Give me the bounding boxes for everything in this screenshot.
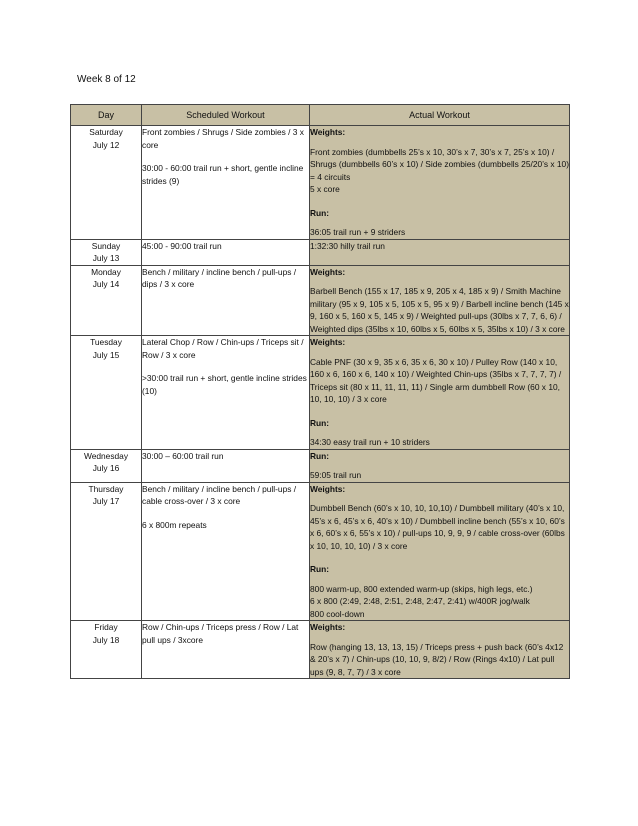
day-date: July 16 — [92, 463, 120, 473]
table-row — [71, 265, 570, 336]
table-row — [71, 126, 570, 240]
scheduled-text: Row / Chin-ups / Triceps press / Row / Lat pull ups / 3xcore — [142, 622, 299, 645]
scheduled-text: Bench / military / incline bench / pull-ups / dips / 3 x core — [142, 266, 297, 289]
scheduled-text: 30:00 - 60:00 trail run + short, gentle incline strides (9) — [142, 163, 304, 186]
scheduled-text: >30:00 trail run + short, gentle incline strides (10) — [142, 373, 307, 396]
day-name: Friday — [94, 622, 118, 632]
actual-cell — [310, 265, 570, 336]
actual-text: Dumbbell Bench (60’s x 10, 10, 10,10) / Dumbbell military (40’s x 10, 45’s x 6, 45’s x 6, 40’s x 10) / Dumbbell incline bench (55’s x 10, 60’s x 6, 60’s x 6, 55’s x 10) / pull-ups 10, 9, 9, 9 / cable cross-over (60lbs x 10, 10, 10, 10) / 3 x core — [310, 503, 565, 551]
scheduled-cell — [142, 239, 310, 265]
scheduled-cell — [142, 265, 310, 336]
day-name: Thursday — [88, 483, 124, 494]
day-date: July 13 — [92, 253, 120, 263]
actual-text: 5 x core — [310, 184, 340, 194]
actual-text: 59:05 trail run — [310, 470, 362, 480]
scheduled-cell — [142, 482, 310, 621]
scheduled-cell — [142, 621, 310, 679]
day-cell — [71, 621, 142, 679]
day-name: Monday — [91, 266, 121, 277]
scheduled-text: 30:00 – 60:00 trail run — [142, 450, 224, 461]
day-date: July 18 — [92, 634, 120, 645]
actual-text: Row (hanging 13, 13, 13, 15) / Triceps press + push back (60’s 4x12 & 20’s x 7) / Chin-ups (10, 10, 9, 8/2) / Row (Rings 4x10) / Lat pull ups (9, 8, 7, 7) / 3 x core — [310, 641, 564, 677]
scheduled-text: Front zombies / Shrugs / Side zombies / 3 x core — [142, 127, 304, 150]
actual-text: 36:05 trail run + 9 striders — [310, 227, 406, 237]
actual-text: 34:30 easy trail run + 10 striders — [310, 437, 430, 447]
day-name: Wednesday — [83, 450, 129, 461]
scheduled-text: Lateral Chop / Row / Chin-ups / Triceps sit / Row / 3 x core — [142, 337, 304, 360]
day-cell — [71, 482, 142, 621]
actual-cell — [310, 126, 570, 240]
day-cell — [71, 126, 142, 240]
header-row — [71, 105, 570, 126]
weights-label: Weights: — [310, 483, 346, 494]
weights-label: Weights: — [310, 266, 346, 277]
weights-label: Weights: — [310, 127, 346, 137]
week-title: Week 8 of 12 — [77, 74, 136, 85]
actual-cell — [310, 621, 570, 679]
run-label: Run: — [310, 564, 330, 574]
scheduled-text: 45:00 - 90:00 trail run — [142, 240, 222, 251]
actual-text: 6 x 800 (2:49, 2:48, 2:51, 2:48, 2:47, 2:41) w/400R jog/walk — [310, 596, 530, 606]
day-cell — [71, 239, 142, 265]
day-date: July 15 — [92, 349, 120, 360]
day-name: Saturday — [89, 127, 123, 137]
table-row — [71, 482, 570, 621]
day-date: July 12 — [92, 139, 120, 150]
scheduled-text: 6 x 800m repeats — [142, 519, 207, 530]
day-name: Tuesday — [90, 337, 122, 347]
day-name: Sunday — [91, 240, 121, 251]
actual-cell — [310, 239, 570, 265]
day-date: July 17 — [92, 496, 120, 506]
scheduled-cell — [142, 449, 310, 482]
actual-text: 800 warm-up, 800 extended warm-up (skips, high legs, etc.) — [310, 583, 533, 594]
scheduled-cell — [142, 336, 310, 450]
run-label: Run: — [310, 207, 330, 218]
actual-text: Front zombies (dumbbells 25’s x 10, 30’s x 7, 30’s x 7, 25’s x 10) / Shrugs (dumbbells 60’s x 10) / Side zombies (dumbbells 25/20’s x 10) = 4 circuits — [310, 146, 569, 182]
header-actual: Actual Workout — [310, 105, 570, 126]
actual-text: 800 cool-down — [310, 608, 365, 619]
weights-label: Weights: — [310, 622, 346, 632]
actual-text: 1:32:30 hilly trail run — [310, 240, 385, 251]
table-row — [71, 336, 570, 450]
day-cell — [71, 449, 142, 482]
actual-text: Barbell Bench (155 x 17, 185 x 9, 205 x 4, 185 x 9) / Smith Machine military (95 x 9, 105 x 5, 105 x 5, 95 x 9) / Barbell incline bench (145 x 9, 160 x 5, 160 x 5, 145 x 9) / Weighted pull-ups (30lbs x 7, 7, 6, 6) / Weighted dips (35lbs x 10, 60lbs x 5, 60lbs x 5, 35lbs x 10) / 3 x core — [310, 286, 569, 334]
table-row — [71, 449, 570, 482]
actual-cell — [310, 449, 570, 482]
actual-cell — [310, 336, 570, 450]
run-label: Run: — [310, 417, 330, 428]
scheduled-cell — [142, 126, 310, 240]
day-date: July 14 — [92, 279, 120, 289]
day-cell — [71, 265, 142, 336]
actual-text: Cable PNF (30 x 9, 35 x 6, 35 x 6, 30 x 10) / Pulley Row (140 x 10, 160 x 6, 160 x 6, 140 x 10) / Weighted Chin-ups (35lbs x 7, 7, 7, 7) / Triceps sit (80 x 11, 11, 11, 11) / Single arm dumbbell Row (60 x 10, 10, 10, 10) / 3 x core — [310, 356, 562, 404]
actual-cell — [310, 482, 570, 621]
day-cell — [71, 336, 142, 450]
header-scheduled: Scheduled Workout — [142, 105, 310, 126]
weights-label: Weights: — [310, 337, 346, 347]
run-label: Run: — [310, 450, 330, 461]
workout-table — [70, 104, 570, 679]
header-day: Day — [71, 105, 142, 126]
table-row — [71, 239, 570, 265]
scheduled-text: Bench / military / incline bench / pull-ups / cable cross-over / 3 x core — [142, 483, 297, 506]
table-row — [71, 621, 570, 679]
